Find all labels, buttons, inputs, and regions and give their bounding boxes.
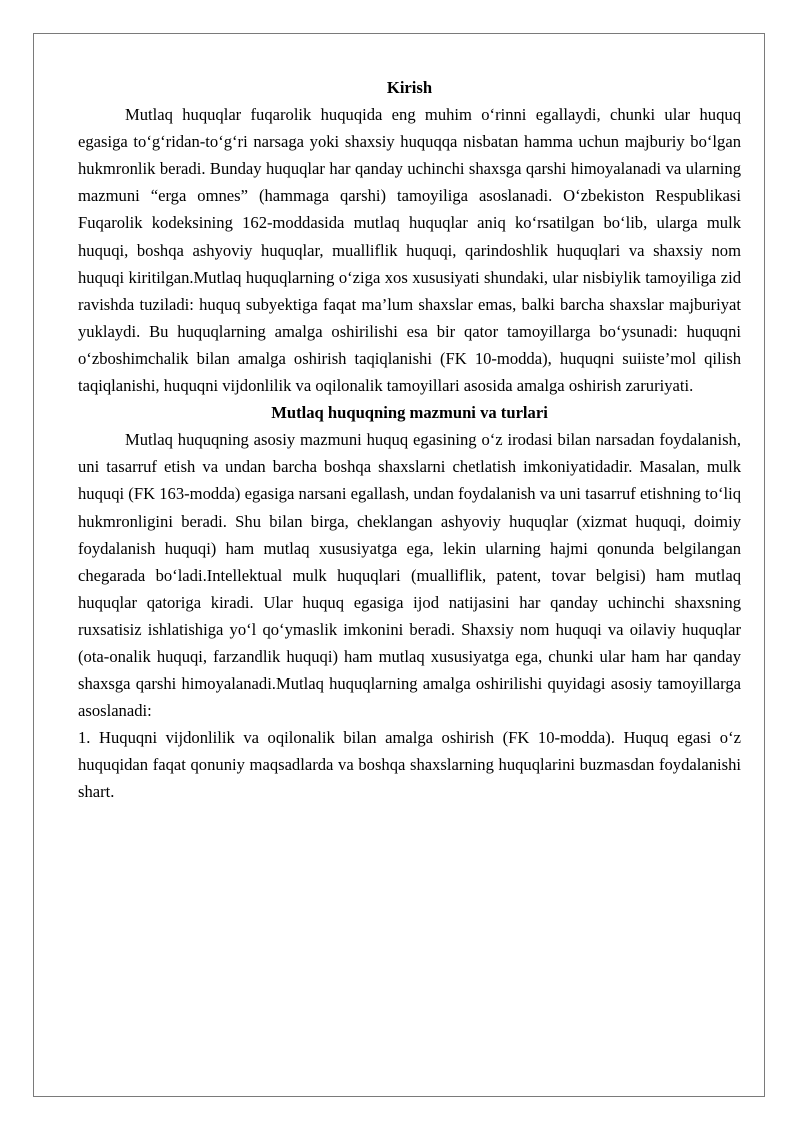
numbered-list-item: 1. Huquqni vijdonlilik va oqilonalik bilan amalga oshirish (FK 10-modda). Huquq egasi o‘z huquqidan faqat qonuniy maqsadlarda va boshqa shaxslarning huquqlarini buzmasdan foydalanishi shart. [78, 728, 741, 802]
section-heading: Mutlaq huquqning mazmuni va turlari [271, 403, 548, 423]
document-title: Kirish [386, 78, 433, 97]
section-paragraph: Mutlaq huquqning asosiy mazmuni huquq egasining o‘z irodasi bilan narsadan foydalanish, uni tasarruf etish va undan barcha boshqa shaxslarni chetlatish imkoniyatidadir. Masalan, mulk huquqi (FK 163-modda) egasiga narsani egallash, undan foydalanish va uni tasarruf etishning to‘liq hukmronligini beradi. Shu bilan birga, cheklangan ashyoviy huquqlar (xizmat huquqi, doimiy foydalanish huquqi) ham mutlaq xususiyatga ega, lekin ularning hajmi qonunda belgilangan chegarada bo‘ladi.Intellektual mulk huquqlari (mualliflik, patent, tovar belgisi) ham mutlaq huquqlar qatoriga kiradi. Ular huquq egasiga ijod natijasini har qanday uchinchi shaxsning ruxsatisiz ishlatishiga yo‘l qo‘ymaslik imkonini beradi. Shaxsiy nom huquqi va oilaviy huquqlar (ota-onalik huquqi, farzandlik huquqi) ham mutlaq xususiyatga ega, chunki ular ham har qanday shaxsga qarshi himoyalanadi.Mutlaq huquqlarning amalga oshirilishi quyidagi asosiy tamoyillarga asoslanadi: [78, 430, 741, 721]
document-body [78, 74, 741, 806]
intro-paragraph: Mutlaq huquqlar fuqarolik huquqida eng muhim o‘rinni egallaydi, chunki ular huquq egasiga to‘g‘ridan-to‘g‘ri narsaga yoki shaxsiy huquqqa nisbatan hamma uchun majburiy bo‘lgan hukmronlik beradi. Bunday huquqlar har qanday uchinchi shaxsga qarshi himoyalanadi va ularning mazmuni “erga omnes” (hammaga qarshi) tamoyiliga asoslanadi. O‘zbekiston Respublikasi Fuqarolik kodeksining 162-moddasida mutlaq huquqlar aniq ko‘rsatilgan bo‘lib, ularga mulk huquqi, boshqa ashyoviy huquqlar, mualliflik huquqi, qarindoshlik huquqlari va shaxsiy nom huquqi kiritilgan.Mutlaq huquqlarning o‘ziga xos xususiyati shundaki, ular nisbiylik tamoyiliga zid ravishda tuziladi: huquq subyektiga faqat ma’lum shaxslar emas, balki barcha shaxslar majburiyat yuklaydi. Bu huquqlarning amalga oshirilishi esa bir qator tamoyillarga bo‘ysunadi: huquqni o‘zboshimchalik bilan amalga oshirish taqiqlanishi (FK 10-modda), huquqni suiiste’mol qilish taqiqlanishi, huquqni vijdonlilik va oqilonalik tamoyillari asosida amalga oshirish zaruriyati. [78, 105, 741, 396]
